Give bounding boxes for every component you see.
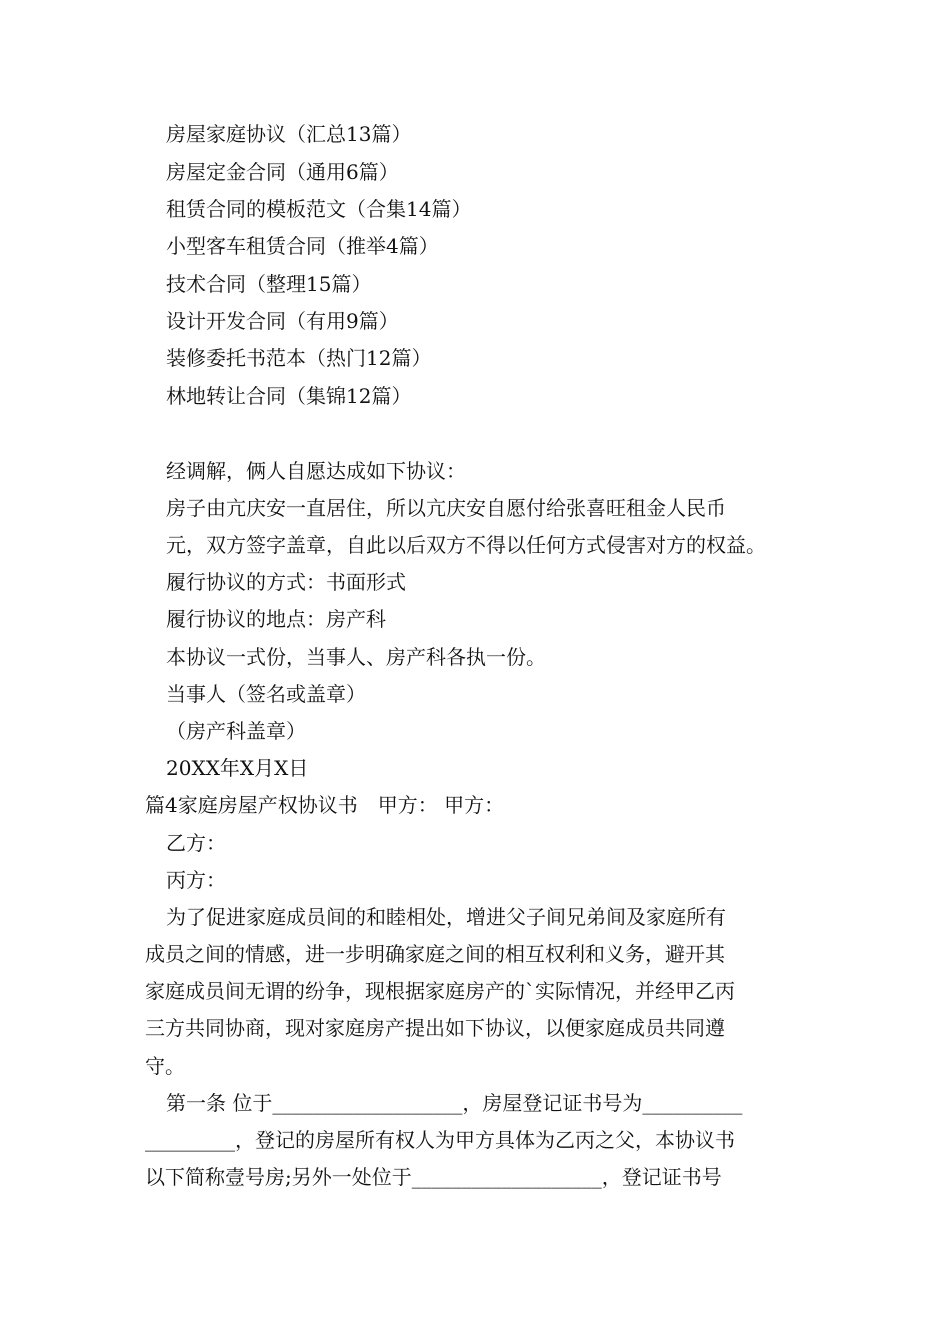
toc-item[interactable]: 装修委托书范本（热门12篇） [166, 346, 432, 370]
paragraph: 成员之间的情感，进一步明确家庭之间的相互权利和义务，避开其 [145, 942, 725, 966]
paragraph: 履行协议的地点：房产科 [166, 607, 386, 631]
date-line: 20XX年X月X日 [166, 756, 309, 780]
paragraph: 三方共同协商，现对家庭房产提出如下协议，以便家庭成员共同遵 [145, 1016, 725, 1040]
paragraph: 本协议一式份，当事人、房产科各执一份。 [166, 645, 546, 669]
paragraph: 为了促进家庭成员间的和睦相处，增进父子间兄弟间及家庭所有 [166, 905, 726, 929]
clause-line: 第一条 位于___________________，房屋登记证书号为__________ [166, 1091, 743, 1115]
paragraph: 经调解，俩人自愿达成如下协议： [166, 459, 466, 483]
toc-item[interactable]: 小型客车租赁合同（推举4篇） [166, 234, 439, 258]
signature-line: 当事人（签名或盖章） [166, 682, 366, 706]
paragraph: 房子由亢庆安一直居住，所以亢庆安自愿付给张喜旺租金人民币 [166, 496, 726, 520]
paragraph: 元，双方签字盖章，自此以后双方不得以任何方式侵害对方的权益。 [166, 533, 766, 557]
paragraph: 守。 [145, 1054, 185, 1078]
toc-item[interactable]: 租赁合同的模板范文（合集14篇） [166, 197, 472, 221]
party-line: 乙方： [166, 831, 226, 855]
paragraph: 家庭成员间无谓的纷争，现根据家庭房产的`实际情况，并经甲乙丙 [145, 979, 735, 1003]
toc-item[interactable]: 房屋定金合同（通用6篇） [166, 160, 399, 184]
toc-item[interactable]: 林地转让合同（集锦12篇） [166, 384, 412, 408]
toc-item[interactable]: 房屋家庭协议（汇总13篇） [166, 122, 412, 146]
toc-item[interactable]: 设计开发合同（有用9篇） [166, 309, 399, 333]
toc-item[interactable]: 技术合同（整理15篇） [166, 272, 372, 296]
party-line: 丙方： [166, 868, 226, 892]
seal-line: （房产科盖章） [166, 719, 306, 743]
paragraph: 履行协议的方式：书面形式 [166, 570, 406, 594]
clause-line: 以下简称壹号房;另外一处位于___________________，登记证书号 [145, 1165, 722, 1189]
section-heading: 篇4家庭房屋产权协议书 甲方： 甲方： [145, 793, 505, 817]
clause-line: _________，登记的房屋所有权人为甲方具体为乙丙之父，本协议书 [145, 1128, 735, 1152]
